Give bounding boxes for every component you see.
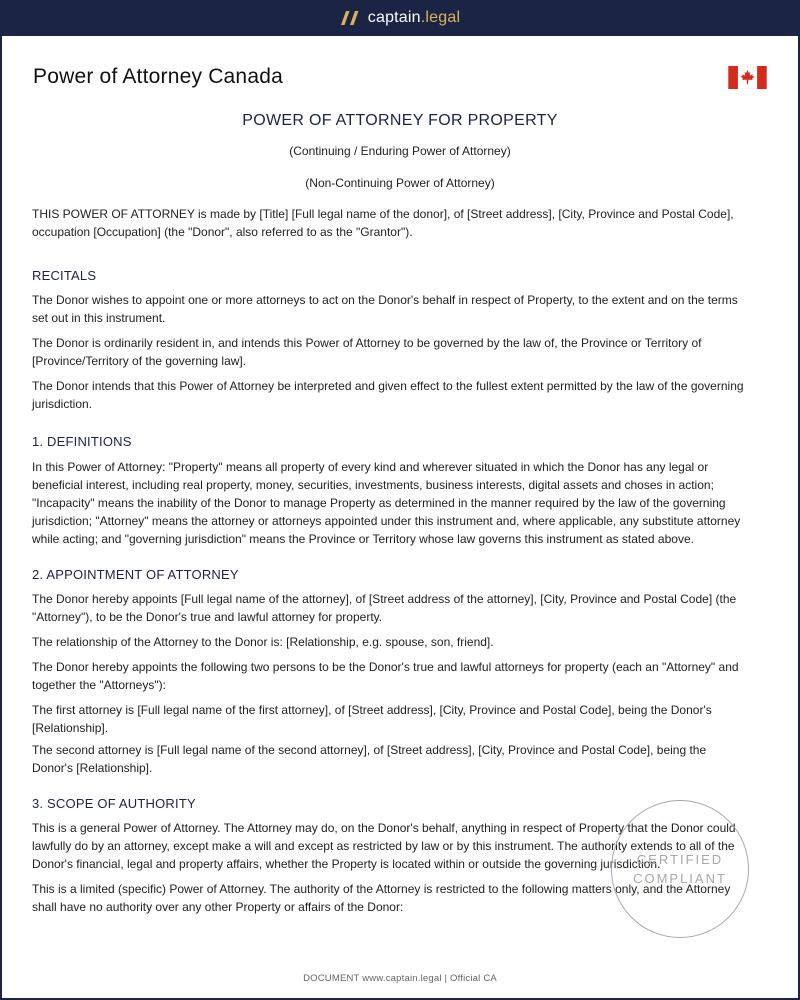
stamp-line: CERTIFIED (636, 852, 724, 867)
brand-name: captain.legal (367, 9, 461, 26)
scope-heading: 3. SCOPE OF AUTHORITY (32, 796, 196, 811)
recitals-heading: RECITALS (32, 268, 97, 283)
document-footer: DOCUMENT www.captain.legal | Official CA (303, 973, 497, 984)
document-subtitle-non-continuing: (Non-Continuing Power of Attorney) (305, 176, 495, 190)
canada-flag-icon (728, 66, 767, 89)
recitals-paragraph: The Donor wishes to appoint one or more attorneys to act on the Donor's behalf in respect of Property, to the extent and on the terms set out in this instrument. (32, 293, 738, 325)
definitions-heading: 1. DEFINITIONS (32, 434, 132, 449)
stamp-line: COMPLIANT (633, 871, 727, 886)
appointment-paragraph: The Donor hereby appoints [Full legal name of the attorney], of [Street address of the attorney], [City, Province and Postal Code] (the "Attorney"), to be the Donor's true and lawful attorney for property. (32, 592, 737, 624)
slash-logo-icon (340, 10, 360, 26)
scope-paragraph: This is a general Power of Attorney. The Attorney may do, on the Donor's behalf, anything in respect of Property that the Donor could lawfully do by an attorney, except make a will and except as restricted by law or by this instrument. The authority extends to all of the Donor's financial, legal and property affairs, whether the Property is located within or outside the governing jurisdiction. (32, 821, 736, 871)
appointment-paragraph: The first attorney is [Full legal name of the first attorney], of [Street address], [City, Province and Postal Code], being the Donor's [Relationship]. (32, 703, 712, 735)
document-subtitle-continuing: (Continuing / Enduring Power of Attorney) (289, 144, 511, 158)
recitals-paragraph: The Donor is ordinarily resident in, and intends this Power of Attorney to be governed by the law of, the Province or Territory of [Province/Territory of the governing law]. (32, 336, 702, 368)
brand[interactable] (340, 9, 460, 27)
appointment-paragraph: The Donor hereby appoints the following two persons to be the Donor's true and lawful attorneys for property (each an "Attorney" and together the "Attorneys"): (32, 660, 739, 692)
appointment-paragraph: The second attorney is [Full legal name of the second attorney], of [Street address], [City, Province and Postal Code], being the Donor's [Relationship]. (32, 743, 707, 775)
recitals-paragraph: The Donor intends that this Power of Attorney be interpreted and given effect to the fullest extent permitted by the law of the governing jurisdiction. (32, 379, 744, 411)
appointment-paragraph: The relationship of the Attorney to the Donor is: [Relationship, e.g. spouse, son, friend]. (32, 635, 494, 649)
page-title: Power of Attorney Canada (33, 65, 283, 88)
appointment-heading: 2. APPOINTMENT OF ATTORNEY (32, 567, 239, 582)
document-body (32, 205, 750, 916)
definitions-paragraph: In this Power of Attorney: "Property" means all property of every kind and wherever situated in which the Donor has any legal or beneficial interest, including real property, money, securities, investments, business interests, digital assets and choses in action; "Incapacity" means the inability of the Donor to manage Property as determined in the manner required by the law of the governing jurisdiction; "Attorney" means the attorney or attorneys appointed under this instrument and, where applicable, any substitute attorney while acting; and "governing jurisdiction" means the Province or Territory whose law governs this instrument as stated above. (32, 460, 741, 546)
intro-paragraph: THIS POWER OF ATTORNEY is made by [Title] [Full legal name of the donor], of [Street address], [City, Province and Postal Code], occupation [Occupation] (the "Donor", also referred to as the "Grantor"). (32, 207, 734, 239)
brand-tld: .legal (420, 9, 461, 26)
top-bar (0, 0, 800, 36)
document-heading: POWER OF ATTORNEY FOR PROPERTY (242, 112, 558, 129)
scope-paragraph: This is a limited (specific) Power of Attorney. The authority of the Attorney is restricted to the following matters only, and the Attorney shall have no authority over any other Property or affairs of the Donor: (32, 882, 731, 914)
